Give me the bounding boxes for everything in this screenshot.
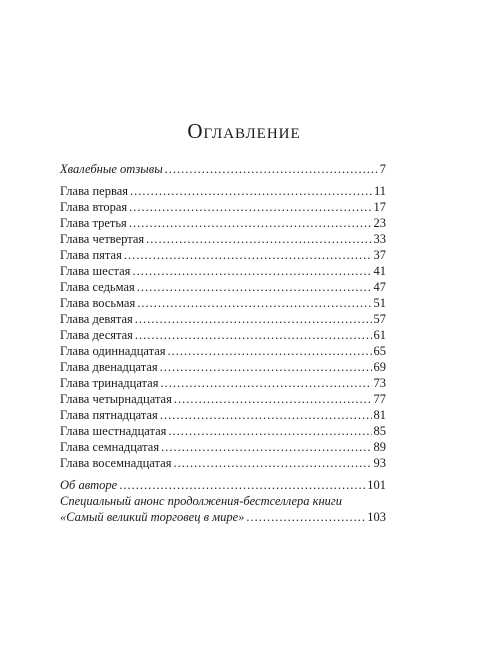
toc-entry-label: Глава тринадцатая (60, 376, 159, 390)
dot-leader (137, 295, 371, 311)
toc-entry-label: Глава одиннадцатая (60, 344, 166, 358)
toc-page-number: 103 (367, 510, 386, 524)
toc-page-number: 89 (373, 440, 386, 454)
dot-leader (165, 161, 378, 177)
toc-entry-chapter-9[interactable] (60, 311, 386, 327)
toc-page-number: 85 (373, 424, 386, 438)
toc-entry-chapter-6[interactable] (60, 263, 386, 279)
toc-entry-chapter-14[interactable] (60, 391, 386, 407)
toc-entry-label: Глава четырнадцатая (60, 392, 172, 406)
toc-entry-chapter-1[interactable] (60, 183, 386, 199)
toc-entry-label: Глава шестая (60, 264, 131, 278)
toc-page-number: 61 (373, 328, 386, 342)
dot-leader (146, 231, 371, 247)
toc-page-number: 57 (373, 312, 386, 326)
dot-leader (174, 391, 372, 407)
toc-page-number: 65 (373, 344, 386, 358)
toc-entry-chapter-12[interactable] (60, 359, 386, 375)
toc-entry-label: Глава вторая (60, 200, 128, 214)
toc-entry-label: Глава двенадцатая (60, 360, 158, 374)
toc-entry-chapter-13[interactable] (60, 375, 386, 391)
toc-entry-label: Глава пятая (60, 248, 122, 262)
dot-leader (160, 375, 371, 391)
toc-entry-chapter-3[interactable] (60, 215, 386, 231)
toc-entry-chapter-5[interactable] (60, 247, 386, 263)
toc-entry-label: Глава седьмая (60, 280, 135, 294)
toc-entry-praise[interactable] (60, 161, 386, 177)
toc-page-number: 69 (373, 360, 386, 374)
dot-leader (129, 199, 371, 215)
toc-entry-chapter-11[interactable] (60, 343, 386, 359)
toc-entry-label: Хвалебные отзывы (60, 162, 163, 176)
toc-entry-chapter-15[interactable] (60, 407, 386, 423)
toc-page-number: 51 (373, 296, 386, 310)
dot-leader (173, 455, 371, 471)
toc-page-number: 81 (373, 408, 386, 422)
toc-entry-label: Глава девятая (60, 312, 133, 326)
toc-entry-preview-line1: Специальный анонс продолжения-бестселлера книги (60, 494, 343, 508)
dot-leader (246, 509, 365, 525)
toc-heading: Оглавление (187, 119, 301, 143)
toc-page-number: 47 (373, 280, 386, 294)
toc-entry-chapter-17[interactable] (60, 439, 386, 455)
toc-page-number: 101 (367, 478, 386, 492)
toc-page-number: 93 (373, 456, 386, 470)
dot-leader (132, 263, 371, 279)
toc-entry-label: Глава шестнадцатая (60, 424, 167, 438)
toc-page-number: 7 (379, 162, 386, 176)
toc-entry-chapter-10[interactable] (60, 327, 386, 343)
toc-entry-chapter-7[interactable] (60, 279, 386, 295)
toc-entry-chapter-16[interactable] (60, 423, 386, 439)
toc-entry-label: Глава восьмая (60, 296, 136, 310)
dot-leader (119, 477, 365, 493)
dot-leader (135, 311, 372, 327)
toc-page-number: 73 (373, 376, 386, 390)
toc-entry-label: Глава первая (60, 184, 129, 198)
toc-page-number: 33 (373, 232, 386, 246)
toc-entry-chapter-18[interactable] (60, 455, 386, 471)
toc-entry-chapter-8[interactable] (60, 295, 386, 311)
dot-leader (124, 247, 372, 263)
toc-entry-chapter-4[interactable] (60, 231, 386, 247)
toc-entry-label: Глава четвертая (60, 232, 145, 246)
dot-leader (129, 215, 372, 231)
dot-leader (130, 183, 372, 199)
toc-page-number: 17 (373, 200, 386, 214)
dot-leader (160, 359, 372, 375)
dot-leader (168, 423, 371, 439)
dot-leader (135, 327, 372, 343)
toc-entry-label: Глава третья (60, 216, 127, 230)
dot-leader (161, 439, 371, 455)
toc-entry-label: Глава семнадцатая (60, 440, 160, 454)
toc-entry-label: Глава десятая (60, 328, 133, 342)
toc-entry-label: Глава восемнадцатая (60, 456, 172, 470)
toc-entry-label: Глава пятнадцатая (60, 408, 158, 422)
dot-leader (160, 407, 372, 423)
toc-entry-about-author[interactable] (60, 477, 386, 493)
dot-leader (168, 343, 372, 359)
toc-entry-preview[interactable] (60, 509, 386, 525)
toc-page-number: 37 (373, 248, 386, 262)
toc-page-number: 41 (373, 264, 386, 278)
toc-page-number: 11 (373, 184, 386, 198)
toc-page-number: 23 (373, 216, 386, 230)
toc-entry-chapter-2[interactable] (60, 199, 386, 215)
toc-entry-label: «Самый великий торговец в мире» (60, 510, 245, 524)
dot-leader (137, 279, 372, 295)
toc-page-number: 77 (373, 392, 386, 406)
toc-entry-label: Об авторе (60, 478, 118, 492)
